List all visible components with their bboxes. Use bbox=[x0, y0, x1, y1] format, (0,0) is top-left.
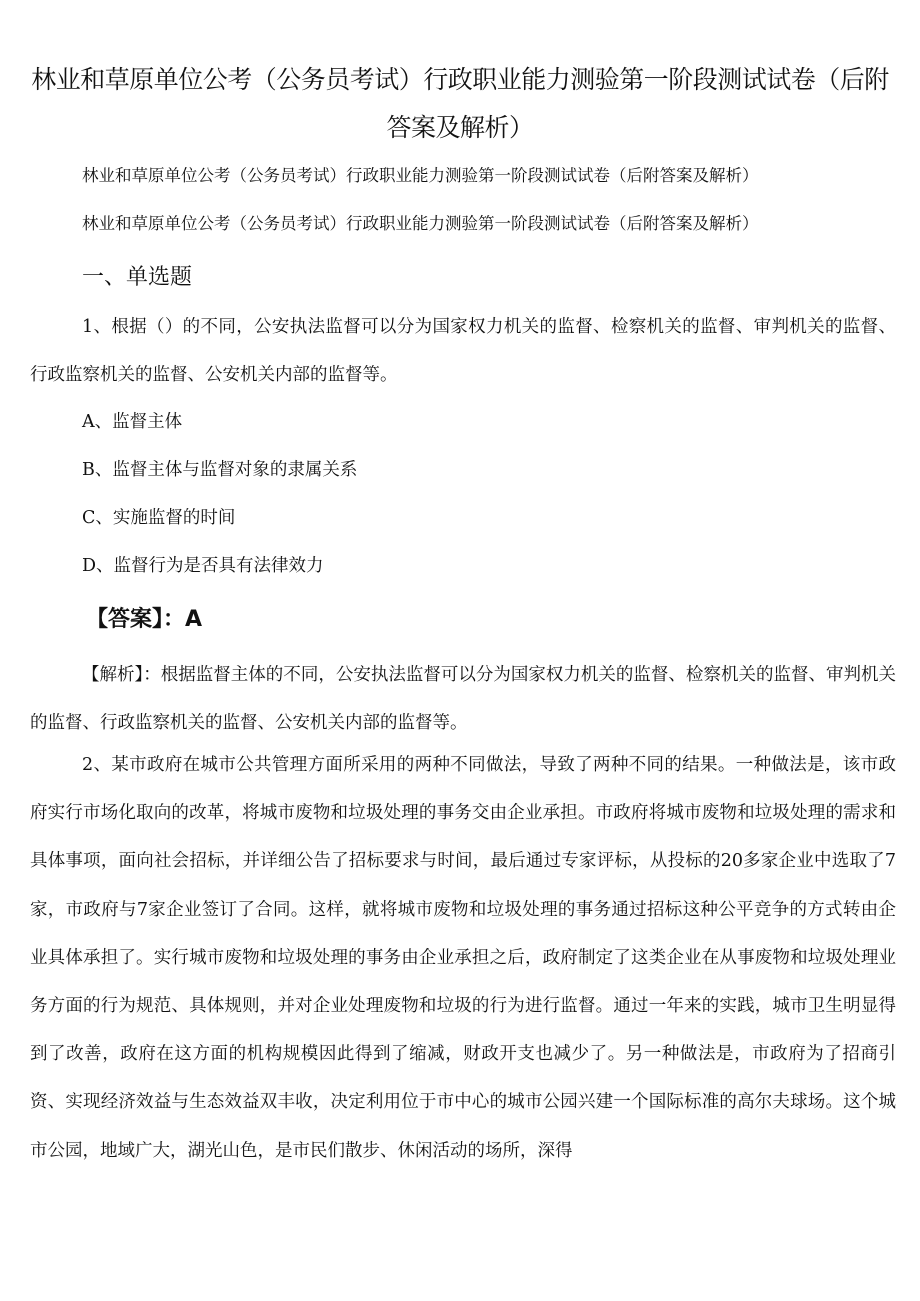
question-stem: 2、某市政府在城市公共管理方面所采用的两种不同做法，导致了两种不同的结果。一种做法是，该市政府实行市场化取向的改革，将城市废物和垃圾处理的事务交由企业承担。市政府将城市废物和垃圾处理的需求和具体事项，面向社会招标，并详细公告了招标要求与时间，最后通过专家评标，从投标的20多家企业中选取了7家，市政府与7家企业签订了合同。这样，就将城市废物和垃圾处理的事务通过招标这种公平竞争的方式转由企业具体承担了。实行城市废物和垃圾处理的事务由企业承担之后，政府制定了这类企业在从事废物和垃圾处理业务方面的行为规范、具体规则，并对企业处理废物和垃圾的行为进行监督。通过一年来的实践，城市卫生明显得到了改善，政府在这方面的机构规模因此得到了缩减，财政开支也减少了。另一种做法是，市政府为了招商引资、实现经济效益与生态效益双丰收，决定利用位于市中心的城市公园兴建一个国际标准的高尔夫球场。这个城市公园，地域广大，湖光山色，是市民们散步、休闲活动的场所，深得 bbox=[30, 755, 896, 1161]
document-subtitle: 林业和草原单位公考（公务员考试）行政职业能力测验第一阶段测试试卷（后附答案及解析） bbox=[82, 214, 759, 233]
document-subtitle: 林业和草原单位公考（公务员考试）行政职业能力测验第一阶段测试试卷（后附答案及解析） bbox=[82, 166, 759, 185]
section-title: 一、单选题 bbox=[82, 265, 193, 290]
document-title: 林业和草原单位公考（公务员考试）行政职业能力测验第一阶段测试试卷（后附答案及解析） bbox=[31, 65, 889, 142]
option-a: A、监督主体 bbox=[82, 412, 183, 432]
answer-label: 【答案】：A bbox=[86, 607, 203, 632]
analysis-text: 【解析】：根据监督主体的不同，公安执法监督可以分为国家权力机关的监督、检察机关的监督、审判机关的监督、行政监察机关的监督、公安机关内部的监督等。 bbox=[30, 665, 896, 733]
question-stem: 1、根据（）的不同，公安执法监督可以分为国家权力机关的监督、检察机关的监督、审判机关的监督、行政监察机关的监督、公安机关内部的监督等。 bbox=[30, 317, 896, 386]
option-d: D、监督行为是否具有法律效力 bbox=[82, 556, 324, 576]
option-b: B、监督主体与监督对象的隶属关系 bbox=[82, 460, 358, 480]
option-c: C、实施监督的时间 bbox=[82, 508, 236, 528]
